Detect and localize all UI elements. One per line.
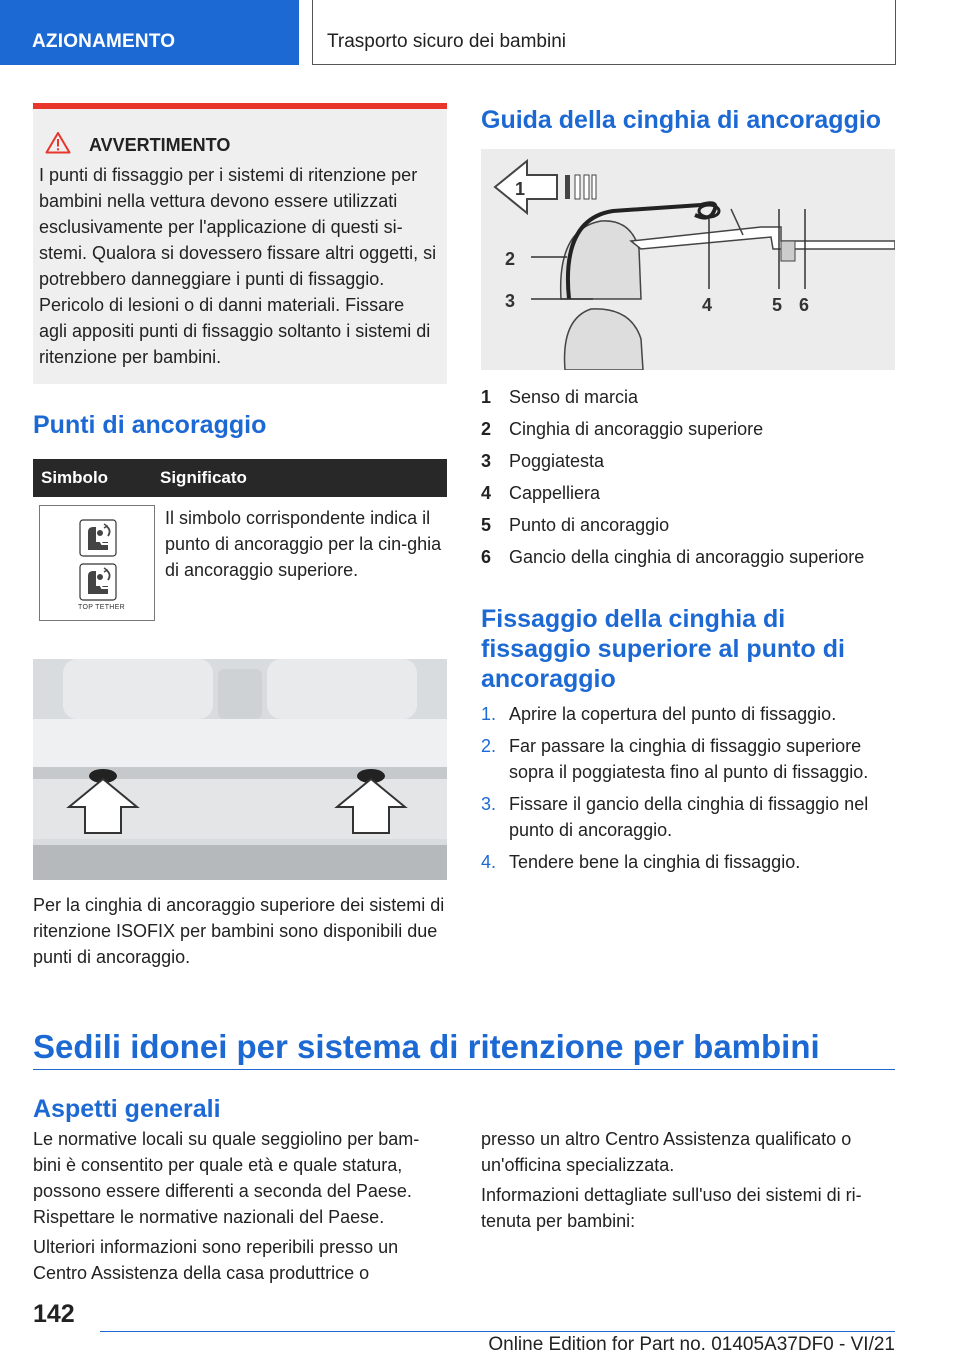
tether-guide-diagram [481,149,895,370]
fixing-steps [481,701,895,881]
edition-note: Online Edition for Part no. 01405A37DF0 - VI/21 [488,1334,895,1355]
section-tab: AZIONAMENTO [0,0,299,65]
list-item: 2. Far passare la cinghia di fissaggio superiore sopra il poggiatesta fino al punto di fissaggio. [481,736,869,782]
divider [33,1069,895,1070]
warning-text: I punti di fissaggio per i sistemi di ritenzione per bambini nella vettura devono essere utilizzati esclusivamente per l'applicazione di questi si-stemi. Qualora si dovessero fissare altri oggetti, si potrebbero danneggiare i punti di fissaggio. Pericolo di lesioni o di danni materiali. Fissare agli appositi punti di fissaggio soltanto i sistemi di ritenzione per bambini. [39,165,437,367]
rear-seat-illustration [33,659,447,880]
table-header-symbol: Simbolo [41,468,109,487]
list-item: 1 Senso di marcia [481,387,639,407]
seats-heading: Sedili idonei per sistema di ritenzione per bambini [33,1028,820,1065]
top-tether-caption: TOP TETHER [78,604,125,611]
chapter-title: Trasporto sicuro dei bambini [312,0,896,65]
general-text-4: Informazioni dettagliate sull'uso dei sistemi di ri-tenuta per bambini: [481,1185,862,1231]
list-item: 3. Fissare il gancio della cinghia di fissaggio nel punto di ancoraggio. [481,794,869,840]
top-tether-symbol [39,505,155,621]
table-row [33,497,447,672]
anchor-heading: Punti di ancoraggio [33,411,267,439]
tether-routing-illustration [481,149,895,370]
page-number: 142 [33,1300,75,1328]
list-item: 4 Cappelliera [481,483,601,503]
callout-2: 2 [505,249,516,269]
list-item: 1. Aprire la copertura del punto di fissaggio. [481,704,837,724]
callout-6: 6 [799,295,810,315]
callout-1: 1 [515,179,526,199]
table-header [33,459,447,497]
callout-3: 3 [505,291,516,311]
anchor-photo-caption: Per la cinghia di ancoraggio superiore dei sistemi di ritenzione ISOFIX per bambini sono disponibili due punti di ancoraggio. [33,895,445,967]
guide-heading: Guida della cinghia di ancoraggio [481,106,882,134]
diagram-legend [481,381,895,573]
general-text-2: Ulteriori informazioni sono reperibili presso un Centro Assistenza della casa produttrice o [33,1237,399,1283]
symbol-table [33,459,447,672]
general-subheading: Aspetti generali [33,1095,221,1123]
rear-seat-anchor-photo [33,659,447,880]
list-item: 2 Cinghia di ancoraggio superiore [481,419,764,439]
table-header-meaning: Significato [160,468,247,487]
symbol-meaning: Il simbolo corrispondente indica il punto di ancoraggio per la cin-ghia di ancoraggio superiore. [165,508,442,580]
general-text-3: presso un altro Centro Assistenza qualificato o un'officina specializzata. [481,1129,852,1175]
warning-title: AVVERTIMENTO [89,135,437,156]
fixing-heading: Fissaggio della cinghia di fissaggio superiore al punto di ancoraggio [481,605,845,693]
list-item: 5 Punto di ancoraggio [481,515,670,535]
list-item: 4. Tendere bene la cinghia di fissaggio. [481,852,801,872]
warning-box [33,103,447,384]
general-text-1: Le normative locali su quale seggiolino per bam-bini è consentito per quale età e quale statura, possono essere differenti a seconda del Paese. Rispettare le normative nazionali del Paese. [33,1129,420,1227]
callout-5: 5 [772,295,783,315]
warning-triangle-icon [45,131,71,154]
footer-divider [100,1331,895,1332]
list-item: 3 Poggiatesta [481,451,605,471]
list-item: 6 Gancio della cinghia di ancoraggio superiore [481,547,865,567]
callout-4: 4 [702,295,713,315]
